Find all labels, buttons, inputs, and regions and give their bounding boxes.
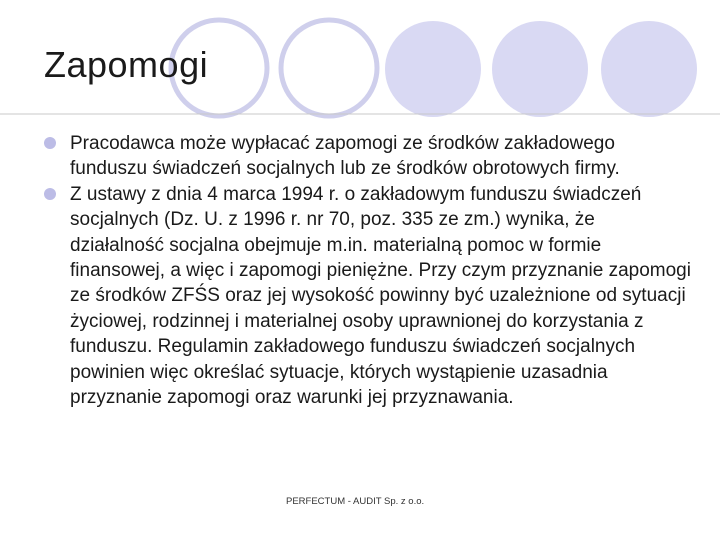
filled-circle — [492, 21, 588, 117]
filled-circle — [601, 21, 697, 117]
bullet-icon — [44, 137, 56, 149]
bullet-text: Pracodawca może wypłacać zapomogi ze środków zakładowego funduszu świadczeń socjalnych lub ze środków obrotowych firmy. — [70, 133, 620, 180]
footer-text: PERFECTUM - AUDIT Sp. z o.o. — [286, 496, 425, 507]
bullet-list — [44, 131, 694, 410]
slide-title: Zapomogi — [44, 44, 209, 85]
bullet-icon — [44, 188, 56, 200]
outline-circle — [281, 20, 377, 116]
bullet-item — [44, 131, 694, 182]
bullet-item — [44, 182, 694, 411]
filled-circle — [385, 21, 481, 117]
bullet-text: Z ustawy z dnia 4 marca 1994 r. o zakładowym funduszu świadczeń socjalnych (Dz. U. z 1996 r. nr 70, poz. 335 ze zm.) wynika, że działalność socjalna obejmuje m.in. materialną pomoc w formie finansowej, a więc i zapomogi pieniężne. Przy czym przyznanie zapomogi ze środków ZFŚS oraz jej wysokość powinny być uzależnione od sytuacji życiowej, rodzinnej i materialnej osoby uprawnionej do korzystania z funduszu. Regulamin zakładowego funduszu świadczeń socjalnych powinien więc określać sytuacje, których wystąpienie uzasadnia przyznanie zapomogi oraz warunki jej przyznawania. — [70, 183, 691, 409]
